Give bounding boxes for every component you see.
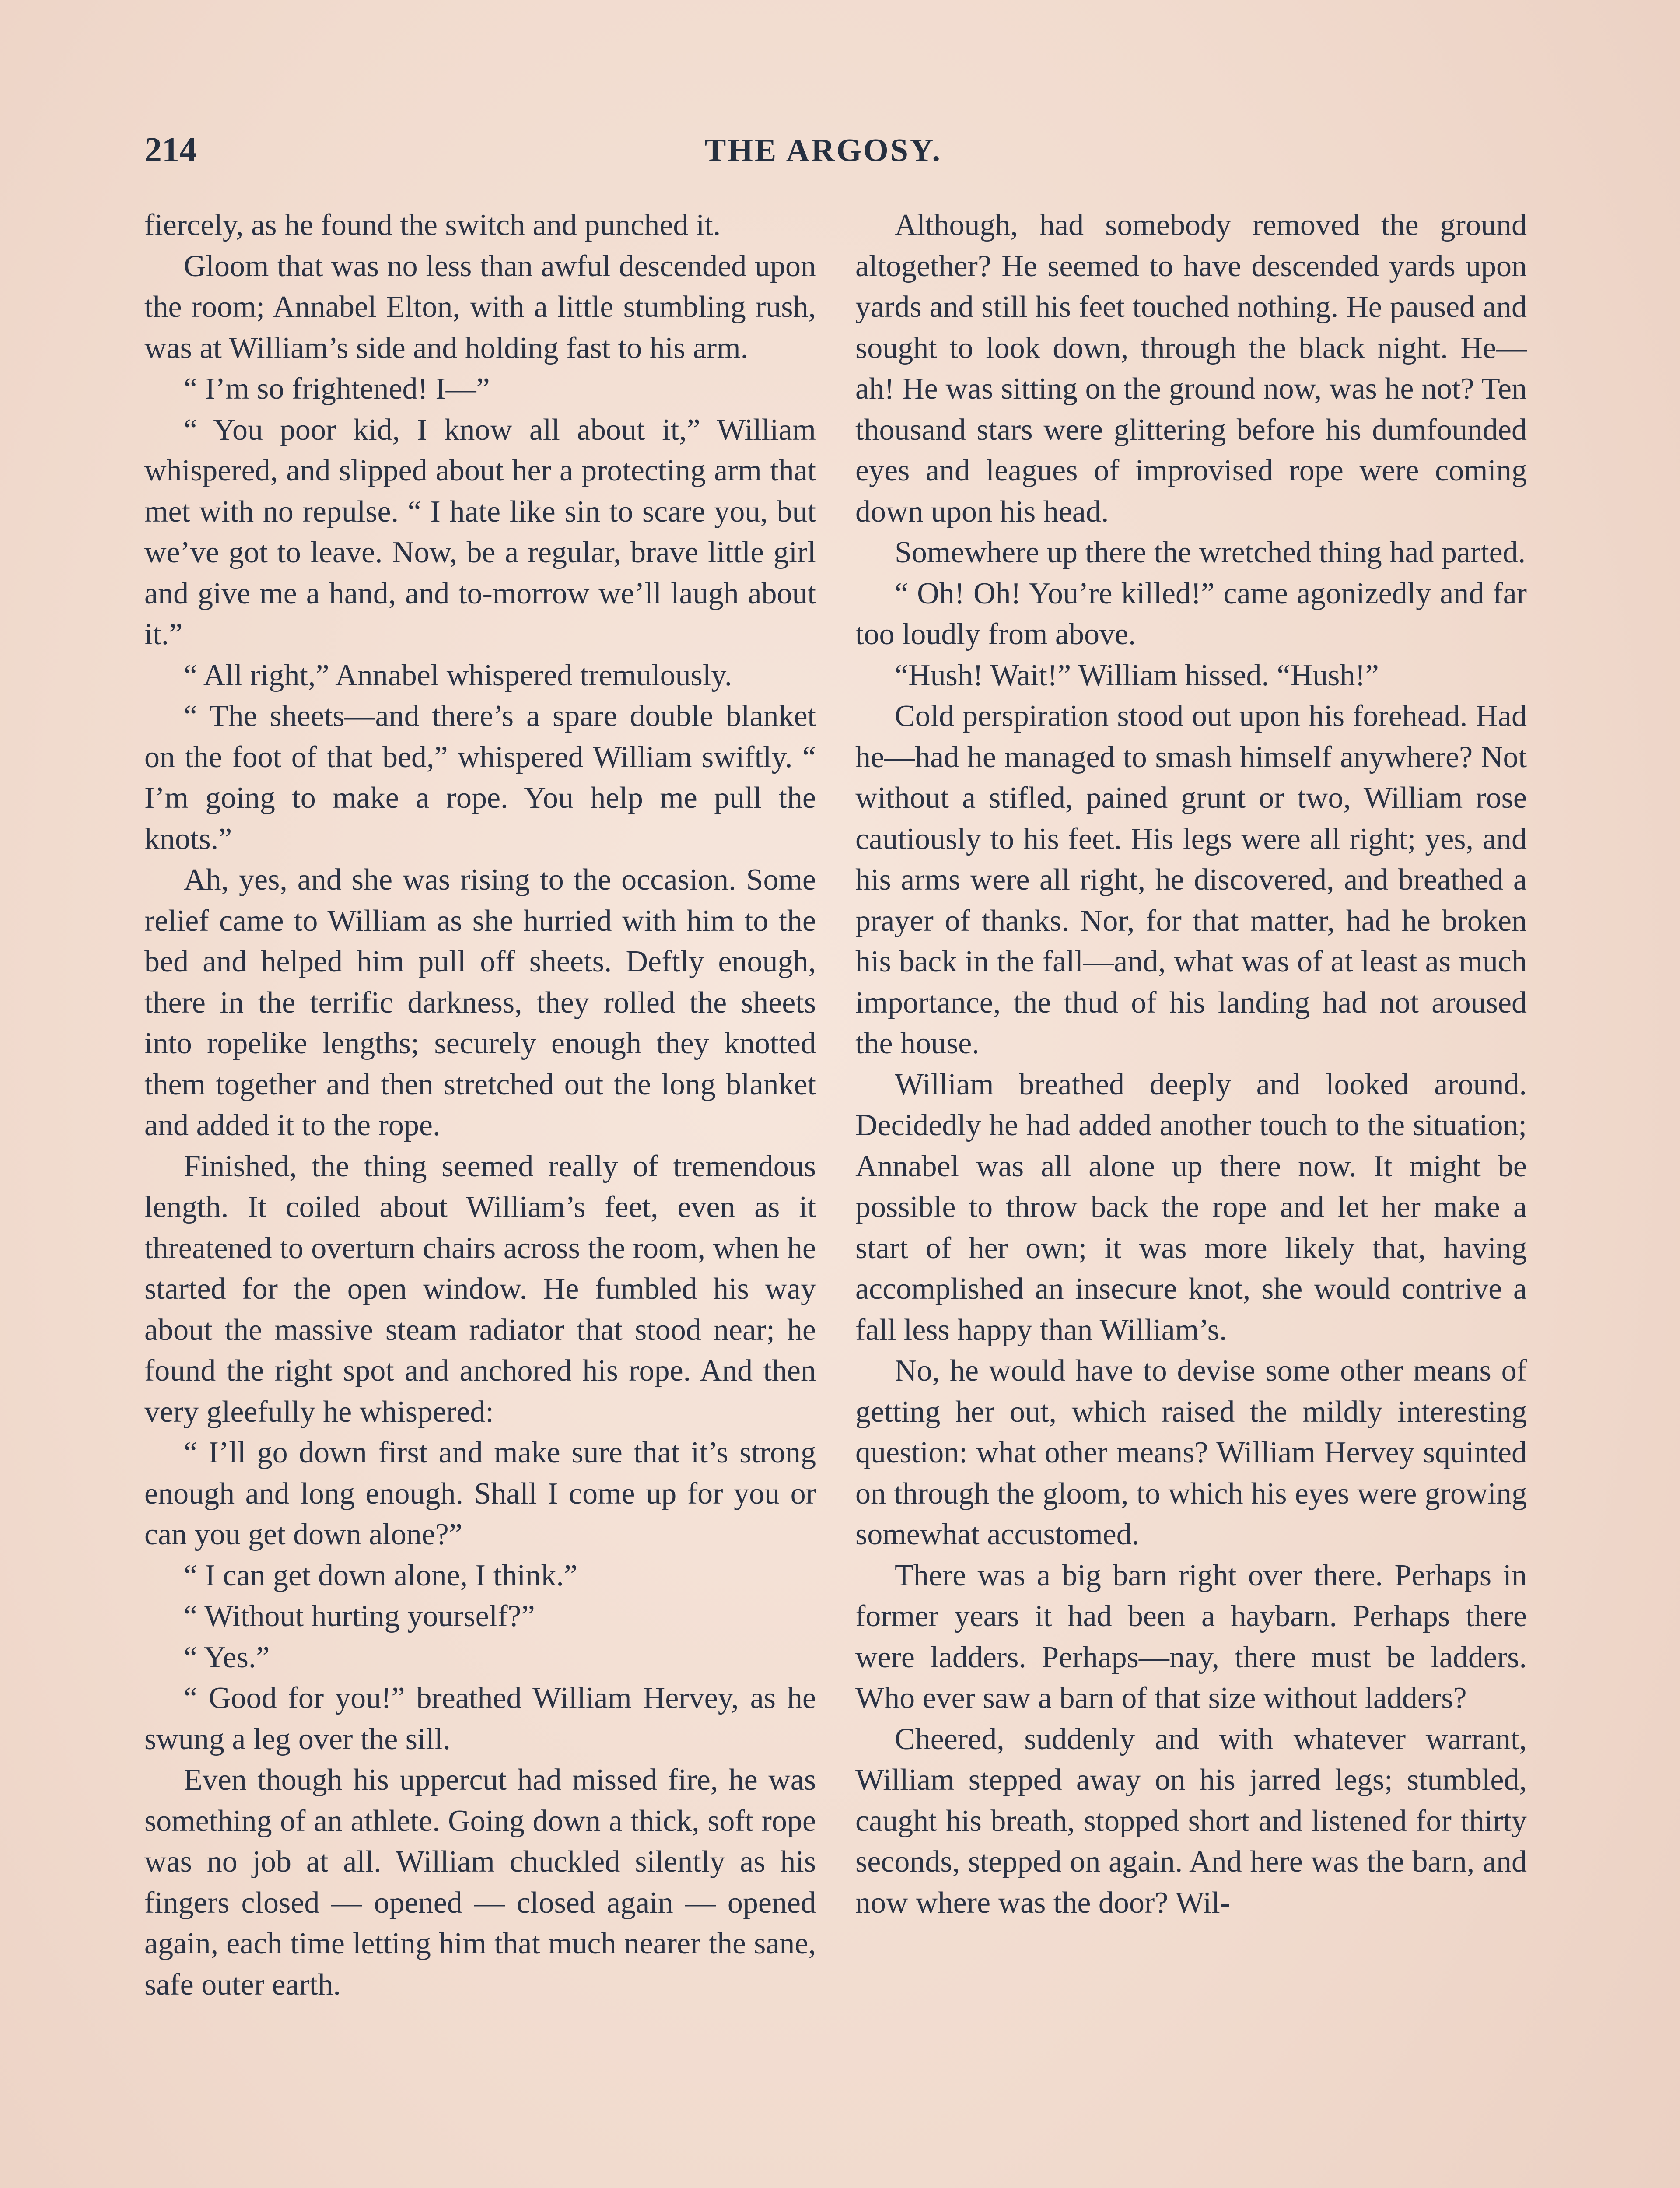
paragraph: Cold perspiration stood out upon his forehead. Had he—had he managed to smash himself anywhere? Not without a stifled, pained grunt or two, William rose cautiously to his feet. His legs were all right; yes, and his arms were all right, he discovered, and breathed a prayer of thanks. Nor, for that matter, had he broken his back in the fall—and, what was of at least as much importance, the thud of his landing had not aroused the house. (855, 699, 1527, 1060)
paragraph: “ The sheets—and there’s a spare double blanket on the foot of that bed,” whispered William swiftly. “ I’m going to make a rope. You help me pull the knots.” (144, 699, 816, 856)
running-title: THE ARGOSY. (704, 133, 942, 168)
paragraph: Cheered, suddenly and with whatever warrant, William stepped away on his jarred legs; stumbled, caught his breath, stopped short and listened for thirty seconds, stepped on again. And here was the barn, and now where was the door? Wil- (855, 1722, 1527, 1920)
paragraph: Ah, yes, and she was rising to the occasion. Some relief came to William as she hurried with him to the bed and helped him pull off sheets. Deftly enough, there in the terrific darkness, they rolled the sheets into ropelike lengths; securely enough they knotted them together and then stretched out the long blanket and added it to the rope. (144, 863, 816, 1142)
paragraph: Although, had somebody removed the ground altogether? He seemed to have descended yards upon yards and still his feet touched nothing. He paused and sought to look down, through the black night. He—ah! He was sitting on the ground now, was he not? Ten thousand stars were glittering before his dumfounded eyes and leagues of improvised rope were coming down upon his head. (855, 208, 1527, 529)
right-text-column (855, 205, 1527, 1923)
paragraph: Finished, the thing seemed really of tremendous length. It coiled about William’s feet, even as it threatened to overturn chairs across the room, when he started for the open window. He fumbled his way about the massive steam radiator that stood near; he found the right spot and anchored his rope. And then very gleefully he whispered: (144, 1149, 816, 1429)
paragraph: “ All right,” Annabel whispered tremulously. (184, 658, 732, 692)
paragraph: William breathed deeply and looked around. Decidedly he had added another touch to the situation; Annabel was all alone up there now. It might be possible to throw back the rope and let her make a start of her own; it was more likely that, having accomplished an insecure knot, she would contrive a fall less happy than William’s. (855, 1067, 1527, 1347)
paragraph: “ You poor kid, I know all about it,” William whispered, and slipped about her a protecting arm that met with no repulse. “ I hate like sin to scare you, but we’ve got to leave. Now, be a regular, brave little girl and give me a hand, and to-morrow we’ll laugh about it.” (144, 413, 816, 651)
paragraph: “ Oh! Oh! You’re killed!” came agonizedly and far too loudly from above. (855, 576, 1527, 651)
page-header (144, 130, 1536, 183)
paragraph: “Hush! Wait!” William hissed. “Hush!” (895, 658, 1379, 692)
page-number: 214 (144, 131, 197, 169)
paragraph: “ I can get down alone, I think.” (184, 1558, 578, 1592)
paragraph: Gloom that was no less than awful descended upon the room; Annabel Elton, with a little stumbling rush, was at William’s side and holding fast to his arm. (144, 249, 816, 365)
paragraph: There was a big barn right over there. Perhaps in former years it had been a haybarn. Perhaps there were ladders. Perhaps—nay, there must be ladders. Who ever saw a barn of that size without ladders? (855, 1558, 1527, 1715)
paragraph: Somewhere up there the wretched thing had parted. (895, 536, 1526, 569)
paragraph: “ Good for you!” breathed William Hervey, as he swung a leg over the sill. (144, 1681, 816, 1756)
paragraph: “ Yes.” (184, 1640, 270, 1674)
paragraph: “ I’ll go down first and make sure that it’s strong enough and long enough. Shall I come up for you or can you get down alone?” (144, 1436, 816, 1551)
paragraph: fiercely, as he found the switch and punched it. (144, 208, 721, 242)
paragraph: Even though his uppercut had missed fire, he was something of an athlete. Going down a thick, soft rope was no job at all. William chuckled silently as his fingers closed — opened — closed again — opened again, each time letting him that much nearer the sane, safe outer earth. (144, 1763, 816, 2002)
left-text-column (144, 205, 816, 2005)
paragraph: No, he would have to devise some other means of getting her out, which raised the mildly interesting question: what other means? William Hervey squinted on through the gloom, to which his eyes were growing somewhat accustomed. (855, 1354, 1527, 1551)
paragraph: “ I’m so frightened! I—” (184, 372, 490, 406)
paragraph: “ Without hurting yourself?” (184, 1599, 535, 1633)
